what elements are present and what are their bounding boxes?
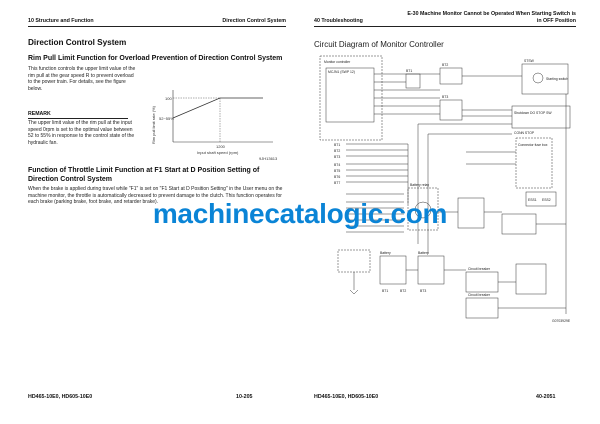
label-shutdown: Shutdown DO STOP SW: [514, 111, 552, 115]
watermark: machinecatalogic.com: [152, 198, 448, 229]
connector-bottom-right: [516, 264, 546, 294]
controller-inner-box: [326, 68, 374, 122]
graph-x-label: Input shaft speed (rpm): [197, 150, 239, 155]
label-controller: Monitor controller: [324, 60, 351, 64]
starting-switch-symbol: [533, 73, 543, 83]
graph-y-label: Rim pull limit rate (%): [151, 105, 156, 144]
label-bt2: BT2: [442, 63, 449, 67]
graph-xtick-1200: 1200: [216, 144, 225, 149]
left-header: [28, 14, 286, 27]
label-bt1: BT1: [406, 69, 413, 73]
label-stsw: STSW: [524, 59, 534, 63]
label-breaker-1: Circuit breaker: [468, 267, 491, 271]
remark-label: REMARK: [28, 111, 128, 119]
wiring-left-stack: [346, 144, 408, 182]
label-left-bt3: BT3: [334, 155, 341, 159]
battery-2: [418, 256, 444, 284]
label-ess2: ESS2: [542, 198, 551, 202]
left-header-topic: Direction Control System: [222, 17, 286, 24]
rim-pull-graph-svg: [145, 84, 285, 162]
graph-line: [173, 98, 263, 118]
right-footer-page: 40-2051: [536, 394, 556, 400]
rim-pull-paragraph: This function controls the upper limit value of the rim pull at the gear speed R to prevent overload to the power train. For details, see the figure below.: [28, 66, 136, 92]
throttle-paragraph: When the brake is applied during travel while "F1" is set on "F1 Start at D Position Setting" in the User menu on the machine monitor, the throttle is automatically decreased to prevent damage to the clutch. This function operates for each brake (parking brake, foot brake, and retarder brake).: [28, 186, 283, 206]
battery-disconnect-box: [338, 250, 370, 272]
right-header-topic-line2: in OFF Position: [536, 17, 576, 24]
section-title: Direction Control System: [28, 38, 127, 47]
circuit-diagram: [316, 54, 578, 324]
connector-bt2: [440, 68, 462, 84]
connector-bt1: [406, 74, 420, 88]
left-footer-model: HD465-10E0, HD605-10E0: [28, 394, 93, 400]
circuit-breaker-1: [466, 272, 498, 292]
wiring-middle: [418, 124, 516, 164]
right-header-chapter: 40 Troubleshooting: [314, 18, 363, 24]
label-left-bt6: BT6: [334, 175, 341, 179]
battery-1: [380, 256, 406, 284]
left-header-chapter: 10 Structure and Function: [28, 18, 94, 24]
right-header-topic-line1: E-30 Machine Monitor Cannot be Operated When Starting Switch is: [407, 11, 576, 17]
ground-symbol: [350, 290, 358, 294]
label-left-bt1: BT1: [334, 143, 341, 147]
right-header: [314, 8, 576, 27]
shutdown-block: [512, 106, 570, 128]
monitor-controller-box: [320, 56, 382, 140]
label-bottom-bt2: BT2: [400, 289, 407, 293]
label-drawing-code: G0703929E: [552, 319, 571, 323]
label-battery-relay: Battery relay: [410, 183, 430, 187]
circuit-breaker-2: [466, 298, 498, 318]
right-header-topic: [407, 11, 576, 24]
label-left-bt7: BT7: [334, 181, 341, 185]
label-breaker-2: Circuit breaker: [468, 293, 491, 297]
graph-code: 9JH13613: [259, 156, 278, 161]
circuit-diagram-svg: [316, 54, 578, 324]
left-footer-page: 10-205: [236, 394, 253, 400]
connector-bt3: [440, 100, 462, 120]
right-footer-model: HD465-10E0, HD605-10E0: [314, 394, 379, 400]
wiring-vertical-bus: [408, 124, 428, 254]
label-bt3: BT3: [442, 95, 449, 99]
remark-paragraph: The upper limit value of the rim pull at the input speed 0rpm is set to the optimal value between 52 to 55% in response to the control state of the hydraulic fan.: [28, 120, 135, 146]
graph-ytick-100: 100: [165, 96, 172, 101]
label-left-bt5: BT5: [334, 169, 341, 173]
label-battery-1: Battery: [380, 251, 391, 255]
label-starting-switch: Starting switch: [546, 77, 569, 81]
circuit-title: Circuit Diagram of Monitor Controller: [314, 40, 444, 49]
label-left-bt4: BT4: [334, 163, 341, 167]
graph-ytick-mid: 52~55%: [159, 116, 174, 121]
subsection-rim-pull-title: Rim Pull Limit Function for Overload Prevention of Direction Control System: [28, 55, 283, 62]
label-fuse-box: Connector fuse box: [518, 143, 548, 147]
label-bottom-bt1: BT1: [382, 289, 389, 293]
label-left-bt2: BT2: [334, 149, 341, 153]
label-mcjn: MCJN1 (SWP 12): [328, 70, 355, 74]
subsection-throttle-title: Function of Throttle Limit Function at F1 Start at D Position Setting of Direction Control System: [28, 167, 260, 183]
label-bottom-bt3: BT3: [420, 289, 427, 293]
label-ess1: ESS1: [528, 198, 537, 202]
label-battery-2: Battery: [418, 251, 429, 255]
label-conn-stop: CONN STOP: [514, 131, 535, 135]
rim-pull-graph: [145, 84, 285, 162]
